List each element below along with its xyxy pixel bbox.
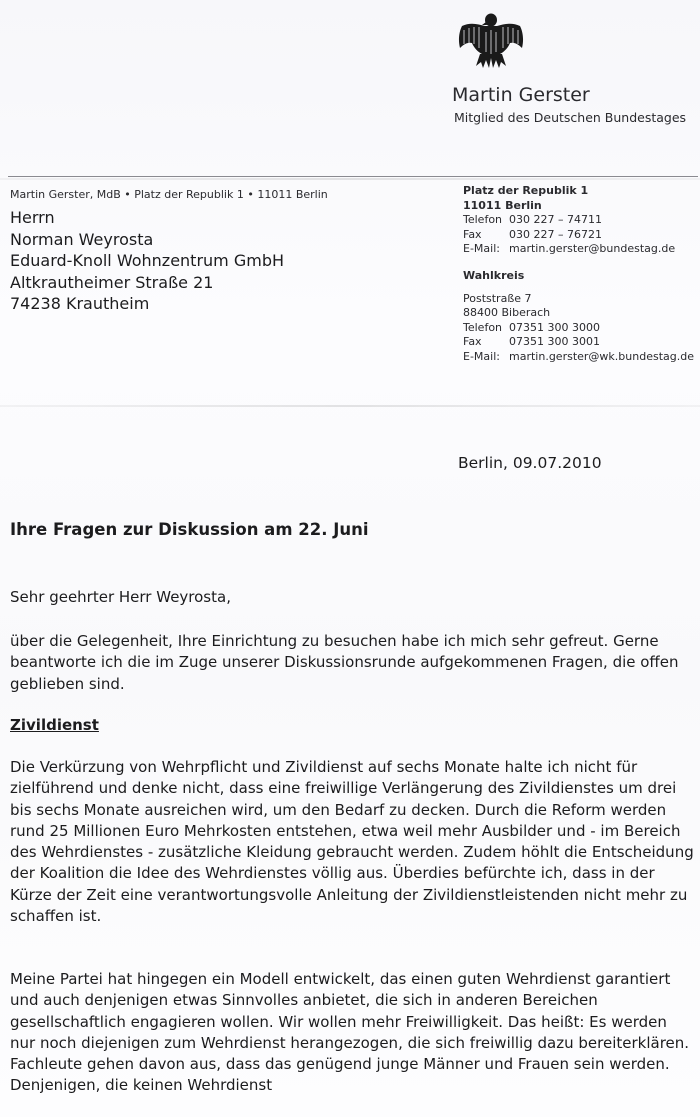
constituency-phone: 07351 300 3000 xyxy=(509,320,600,334)
berlin-fax: 030 227 – 76721 xyxy=(509,227,602,241)
constituency-street: Poststraße 7 xyxy=(463,291,532,305)
recipient-name: Norman Weyrosta xyxy=(10,229,154,249)
constituency-phone-row xyxy=(463,321,694,336)
section-heading xyxy=(10,715,696,736)
paper-fold xyxy=(0,178,700,180)
berlin-email: martin.gerster@bundestag.de xyxy=(509,242,676,255)
fax-label: Fax xyxy=(463,227,482,241)
greeting-text: Sehr geehrter Herr Weyrosta, xyxy=(10,588,231,606)
constituency-office-contact xyxy=(463,269,694,364)
constituency-fax: 07351 300 3001 xyxy=(509,335,600,348)
constituency-email-row xyxy=(463,350,694,365)
sender-line: Martin Gerster, MdB • Platz der Republik 1 • 11011 Berlin xyxy=(10,188,328,201)
constituency-email: martin.gerster@wk.bundestag.de xyxy=(509,349,694,363)
letterhead-name: Martin Gerster xyxy=(452,84,590,106)
berlin-street: Platz der Republik 1 xyxy=(463,184,589,197)
constituency-fax-row xyxy=(463,335,694,350)
paper-fold xyxy=(0,405,700,407)
letter-subject: Ihre Fragen zur Diskussion am 22. Juni xyxy=(10,520,369,539)
berlin-city: 11011 Berlin xyxy=(463,198,542,212)
paragraph-2 xyxy=(10,969,696,1097)
letterhead-divider xyxy=(8,176,698,177)
phone-label: Telefon xyxy=(463,213,503,226)
email-label: E-Mail: xyxy=(463,242,500,255)
section-heading-text: Zivildienst xyxy=(10,716,99,734)
constituency-heading: Wahlkreis xyxy=(463,269,525,282)
recipient-address xyxy=(10,207,284,315)
recipient-street: Altkrautheimer Straße 21 xyxy=(10,272,214,292)
berlin-office-contact xyxy=(463,184,675,257)
fax-label: Fax xyxy=(463,335,482,348)
paragraph-2-text: Meine Partei hat hingegen ein Modell entwickelt, das einen guten Wehrdienst garantiert und auch denjenigen etwas Sinnvolles anbietet, die sich in anderen Bereichen gesellschaftlich engagieren wollen. Wir wollen mehr Freiwilligkeit. Das heißt: Es werden nur noch diejenigen zum Wehrdienst herangezogen, die sich freiwillig dazu bereiterklären. Fachleute gehen davon aus, dass das genügend junge Männer und Frauen sein werden. Denjenigen, die keinen Wehrdienst xyxy=(10,970,690,1095)
recipient-company: Eduard-Knoll Wohnzentrum GmbH xyxy=(10,251,285,270)
phone-label: Telefon xyxy=(463,320,503,334)
berlin-phone: 030 227 – 74711 xyxy=(509,213,602,226)
recipient-city: 74238 Krautheim xyxy=(10,294,150,313)
berlin-phone-row xyxy=(463,213,675,228)
recipient-salutation: Herrn xyxy=(10,208,55,227)
letter-date: Berlin, 09.07.2010 xyxy=(458,454,602,472)
intro-paragraph xyxy=(10,631,696,695)
intro-text: über die Gelegenheit, Ihre Einrichtung zu besuchen habe ich mich sehr gefreut. Gerne beantworte ich die im Zuge unserer Diskussionsrunde aufgekommenen Fragen, die offen geblieben sind. xyxy=(10,632,679,693)
paragraph-1-text: Die Verkürzung von Wehrpflicht und Zivildienst auf sechs Monate halte ich nicht für zielführend und denke nicht, dass eine freiwillige Verlängerung des Zivildienstes um drei bis sechs Monate ausreichen wird, um den Bedarf zu decken. Durch die Reform werden rund 25 Millionen Euro Mehrkosten entstehen, etwa weil mehr Ausbilder und - im Bereich des Wehrdienstes - zusätzliche Kleidung gebraucht werden. Zudem höhlt die Entscheidung der Koalition die Idee des Wehrdienstes völlig aus. Überdies befürchte ich, dass in der Kürze der Zeit eine verantwortungsvolle Anleitung der Zivildienstleistenden nicht mehr zu schaffen ist. xyxy=(10,758,694,926)
federal-eagle-icon xyxy=(456,10,526,72)
berlin-fax-row xyxy=(463,228,675,243)
letterhead-title: Mitglied des Deutschen Bundestages xyxy=(454,110,687,125)
greeting xyxy=(10,587,696,608)
paragraph-1 xyxy=(10,757,696,927)
email-label: E-Mail: xyxy=(463,349,500,363)
berlin-email-row xyxy=(463,242,675,257)
constituency-city: 88400 Biberach xyxy=(463,306,551,319)
